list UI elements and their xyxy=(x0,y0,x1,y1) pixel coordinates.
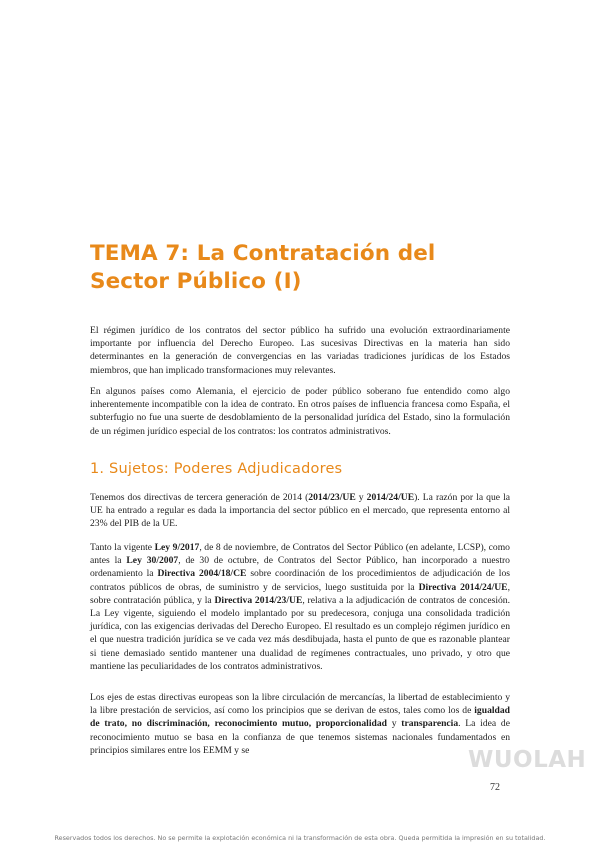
paragraph-directives xyxy=(90,491,510,531)
watermark-logo: WUOLAH xyxy=(468,747,587,773)
page-title-line-1: TEMA 7: La Contratación del xyxy=(90,241,436,266)
paragraph-context: En algunos países como Alemania, el ejercicio de poder público soberano fue entendido como algo inherentemente incompatible con la idea de contrato. En otros países de influencia francesa como España, el subterfugio no fue una suerte de desdoblamiento de la personalidad jurídica del Estado, sino la formulación de un régimen jurídico especial de los contratos: los contratos administrativos. xyxy=(90,386,510,437)
bold-term: igualdad de trato, no discriminación, reconocimiento mutuo, proporcionalidad xyxy=(90,705,510,730)
bold-term: Directiva 2014/24/UE xyxy=(418,581,508,593)
copyright-footer: Reservados todos los derechos. No se permite la explotación económica ni la transformación de esta obra. Queda permitida la impresión en su totalidad. xyxy=(54,834,546,842)
text-run: ). La razón por la que la UE ha entrado a regular es dada la importancia del sector público en el mercado, que representa entorno al 23% del PIB de la UE. xyxy=(90,492,510,530)
text-run: Tanto la vigente xyxy=(90,542,155,553)
text-run: , relativa a la adjudicación de contratos de concesión. La Ley vigente, siguiendo el modelo implantado por su predecesora, conjuga una consolidada tradición jurídica, con las exigencias derivadas del Derecho Europeo. El resultado es un complejo régimen jurídico en el que nuestra tradición jurídica se ve cada vez más desdibujada, hasta el punto de que es razonable plantear si tiene demasiado sentido mantener una dualidad de regímenes contractuales, uno privado, y otro que mantiene las peculiaridades de los contratos administrativos. xyxy=(90,594,510,672)
paragraph-intro: El régimen jurídico de los contratos del sector público ha sufrido una evolución extraordinariamente importante por influencia del Derecho Europeo. Las sucesivas Directivas en la materia han sido determinantes en la generación de convergencias en las variadas tradiciones jurídicas de los Estados miembros, que han implicado transformaciones muy relevantes. xyxy=(90,325,510,376)
paragraph-law xyxy=(90,541,510,673)
bold-term: Directiva 2014/23/UE xyxy=(214,594,303,606)
text-run: Los ejes de estas directivas europeas son la libre circulación de mercancías, la libertad de establecimiento y la libre prestación de servicios, así como los principios que se derivan de estos, tales como los de xyxy=(90,692,510,717)
text-run: sobre coordinación de los procedimientos de adjudicación de los contratos públicos de obras, de suministro y de servicios, luego sustituida por la xyxy=(90,568,510,593)
text-run: , de 30 de octubre, de Contratos del Sector Público, han incorporado a nuestro ordenamiento la xyxy=(90,555,510,580)
paragraph-principles xyxy=(90,691,510,757)
text-run: . La idea de reconocimiento mutuo se basa en la confianza de que tenemos sistemas nacionales fundamentados en principios similares entre los EEMM y se xyxy=(90,718,510,756)
bold-term: Ley 9/2017 xyxy=(154,542,200,553)
bold-term: 2014/24/UE xyxy=(366,492,415,503)
bold-term: Directiva 2004/18/CE xyxy=(157,568,247,580)
text-run: y xyxy=(355,492,367,503)
bold-term: transparencia xyxy=(401,718,459,730)
page-title-line-2: Sector Público (I) xyxy=(90,269,302,294)
section-heading: 1. Sujetos: Poderes Adjudicadores xyxy=(90,461,343,477)
page-title xyxy=(90,240,520,296)
text-run: , sobre contratación pública, y la xyxy=(90,581,510,606)
text-run: Tenemos dos directivas de tercera generación de 2014 ( xyxy=(90,492,309,503)
text-run: , de 8 de noviembre, de Contratos del Sector Público (en adelante, LCSP), como antes la xyxy=(90,542,510,567)
bold-term: Ley 30/2007 xyxy=(126,555,179,567)
text-run: y xyxy=(386,718,402,730)
page-number: 72 xyxy=(490,782,500,793)
bold-term: 2014/23/UE xyxy=(308,492,356,503)
